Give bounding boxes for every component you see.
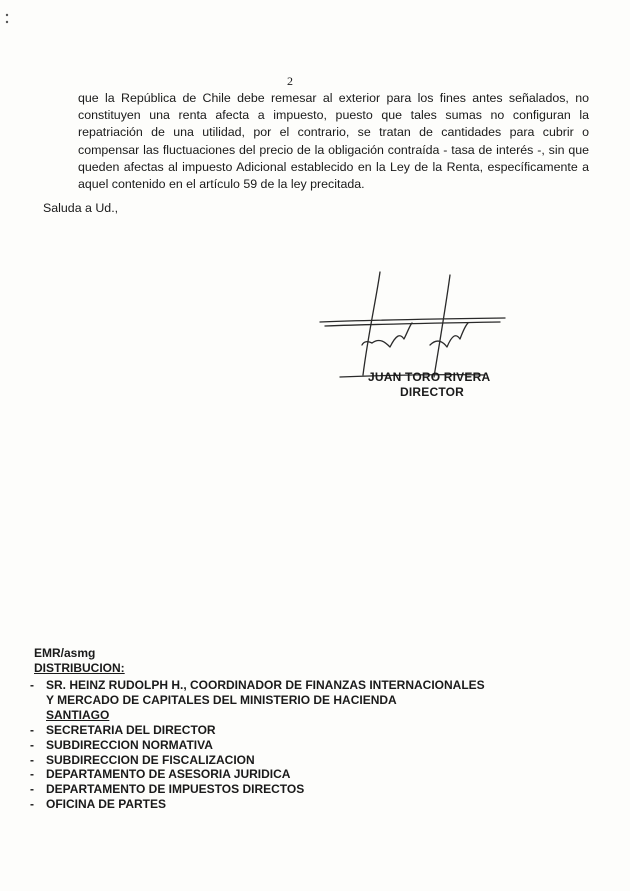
list-item-city — [30, 708, 550, 723]
list-item: - SECRETARIA DEL DIRECTOR — [30, 722, 216, 737]
distribution-list — [30, 678, 550, 812]
list-item: - SR. HEINZ RUDOLPH H., COORDINADOR DE FINANZAS INTERNACIONALES — [30, 678, 485, 692]
salutation: Saluda a Ud., — [43, 201, 119, 215]
scan-mark-icon — [4, 12, 10, 26]
list-item-text: SANTIAGO — [46, 707, 110, 722]
body-paragraph: que la República de Chile debe remesar al exterior para los fines antes señalados, no constituyen una renta afecta a impuesto, puesto que tales sumas no configuran la repatriación de una utilidad, por el contrario, se tratan de cantidades para cubrir o compensar las fluctuaciones del precio de la obligación contraída - tasa de interés -, sin que queden afectas al impuesto Adicional establecido en la Ley de la Renta, específicamente a aquel contenido en el artículo 59 de la ley precitada. — [78, 91, 589, 192]
list-item: - OFICINA DE PARTES — [30, 797, 167, 812]
list-item-text: SUBDIRECCION NORMATIVA — [46, 737, 213, 752]
list-item-text: DEPARTAMENTO DE ASESORIA JURIDICA — [46, 767, 291, 782]
page-number: 2 — [287, 74, 293, 88]
list-item-text: SECRETARIA DEL DIRECTOR — [46, 722, 216, 737]
list-item-text: SUBDIRECCION DE FISCALIZACION — [46, 752, 255, 767]
signer-name: JUAN TORO RIVERA — [368, 370, 491, 384]
list-item-continuation — [30, 693, 550, 708]
list-item-text: Y MERCADO DE CAPITALES DEL MINISTERIO DE HACIENDA — [46, 692, 397, 707]
list-item-text: OFICINA DE PARTES — [46, 797, 167, 812]
list-item: - DEPARTAMENTO DE IMPUESTOS DIRECTOS — [30, 782, 305, 797]
list-item: - SUBDIRECCION DE FISCALIZACION — [30, 752, 255, 767]
signer-title: DIRECTOR — [400, 385, 465, 399]
distribution-label: DISTRIBUCION: — [34, 661, 125, 675]
list-item-text: SR. HEINZ RUDOLPH H., COORDINADOR DE FINANZAS INTERNACIONALES — [46, 678, 485, 692]
list-item-text: DEPARTAMENTO DE IMPUESTOS DIRECTOS — [46, 782, 305, 797]
list-item: - DEPARTAMENTO DE ASESORIA JURIDICA — [30, 767, 291, 782]
reference-initials: EMR/asmg — [34, 646, 96, 660]
list-item: - SUBDIRECCION NORMATIVA — [30, 737, 213, 752]
